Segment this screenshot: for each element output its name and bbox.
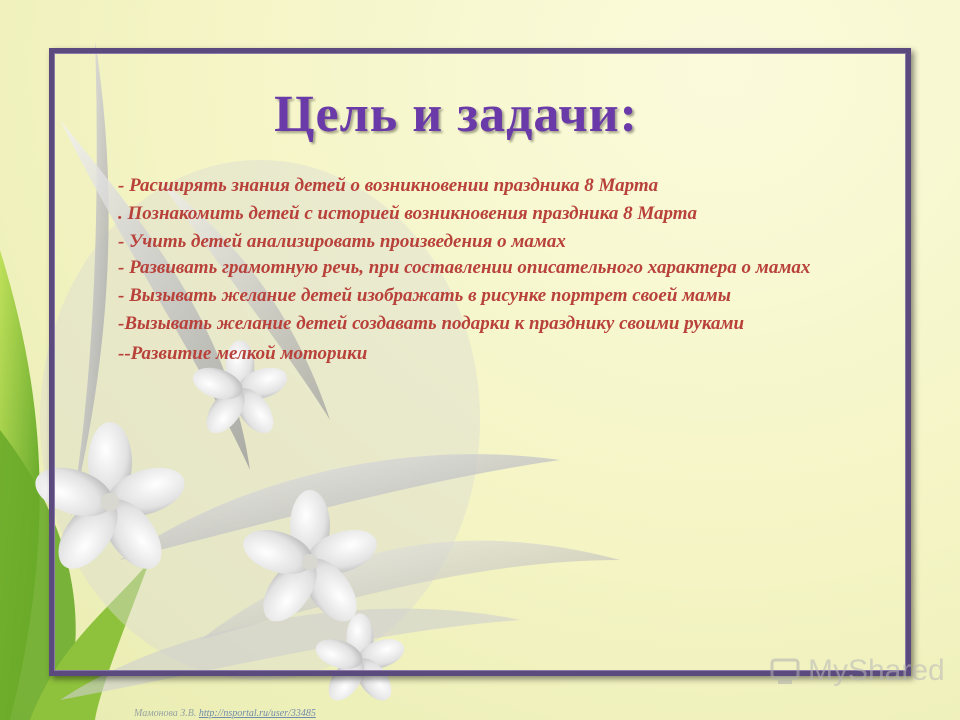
list-item: - Вызывать желание детей изображать в рисунке портрет своей мамы (118, 285, 731, 306)
myshared-logo-icon (770, 656, 802, 686)
myshared-watermark (770, 654, 945, 688)
watermark-text: MyShared (808, 654, 945, 687)
list-item: --Развитие мелкой моторики (118, 343, 368, 364)
list-item: -Вызывать желание детей создавать подарки к празднику своими руками (118, 313, 745, 334)
footer-author: Мамонова З.В. (134, 708, 197, 719)
list-item: - Развивать грамотную речь, при составлении описательного характера о мамах (118, 257, 811, 278)
list-item: - Учить детей анализировать произведения о мамах (118, 231, 566, 252)
footer-link[interactable]: http://nsportal.ru/user/33485 (198, 708, 316, 719)
list-item: - Расширять знания детей о возникновении праздника 8 Марта (118, 175, 659, 196)
goals-list (118, 172, 868, 368)
list-item: . Познакомить детей с историей возникновения праздника 8 Марта (118, 203, 697, 224)
footer-credit (134, 708, 316, 719)
slide-title: Цель и задачи: (274, 86, 638, 143)
